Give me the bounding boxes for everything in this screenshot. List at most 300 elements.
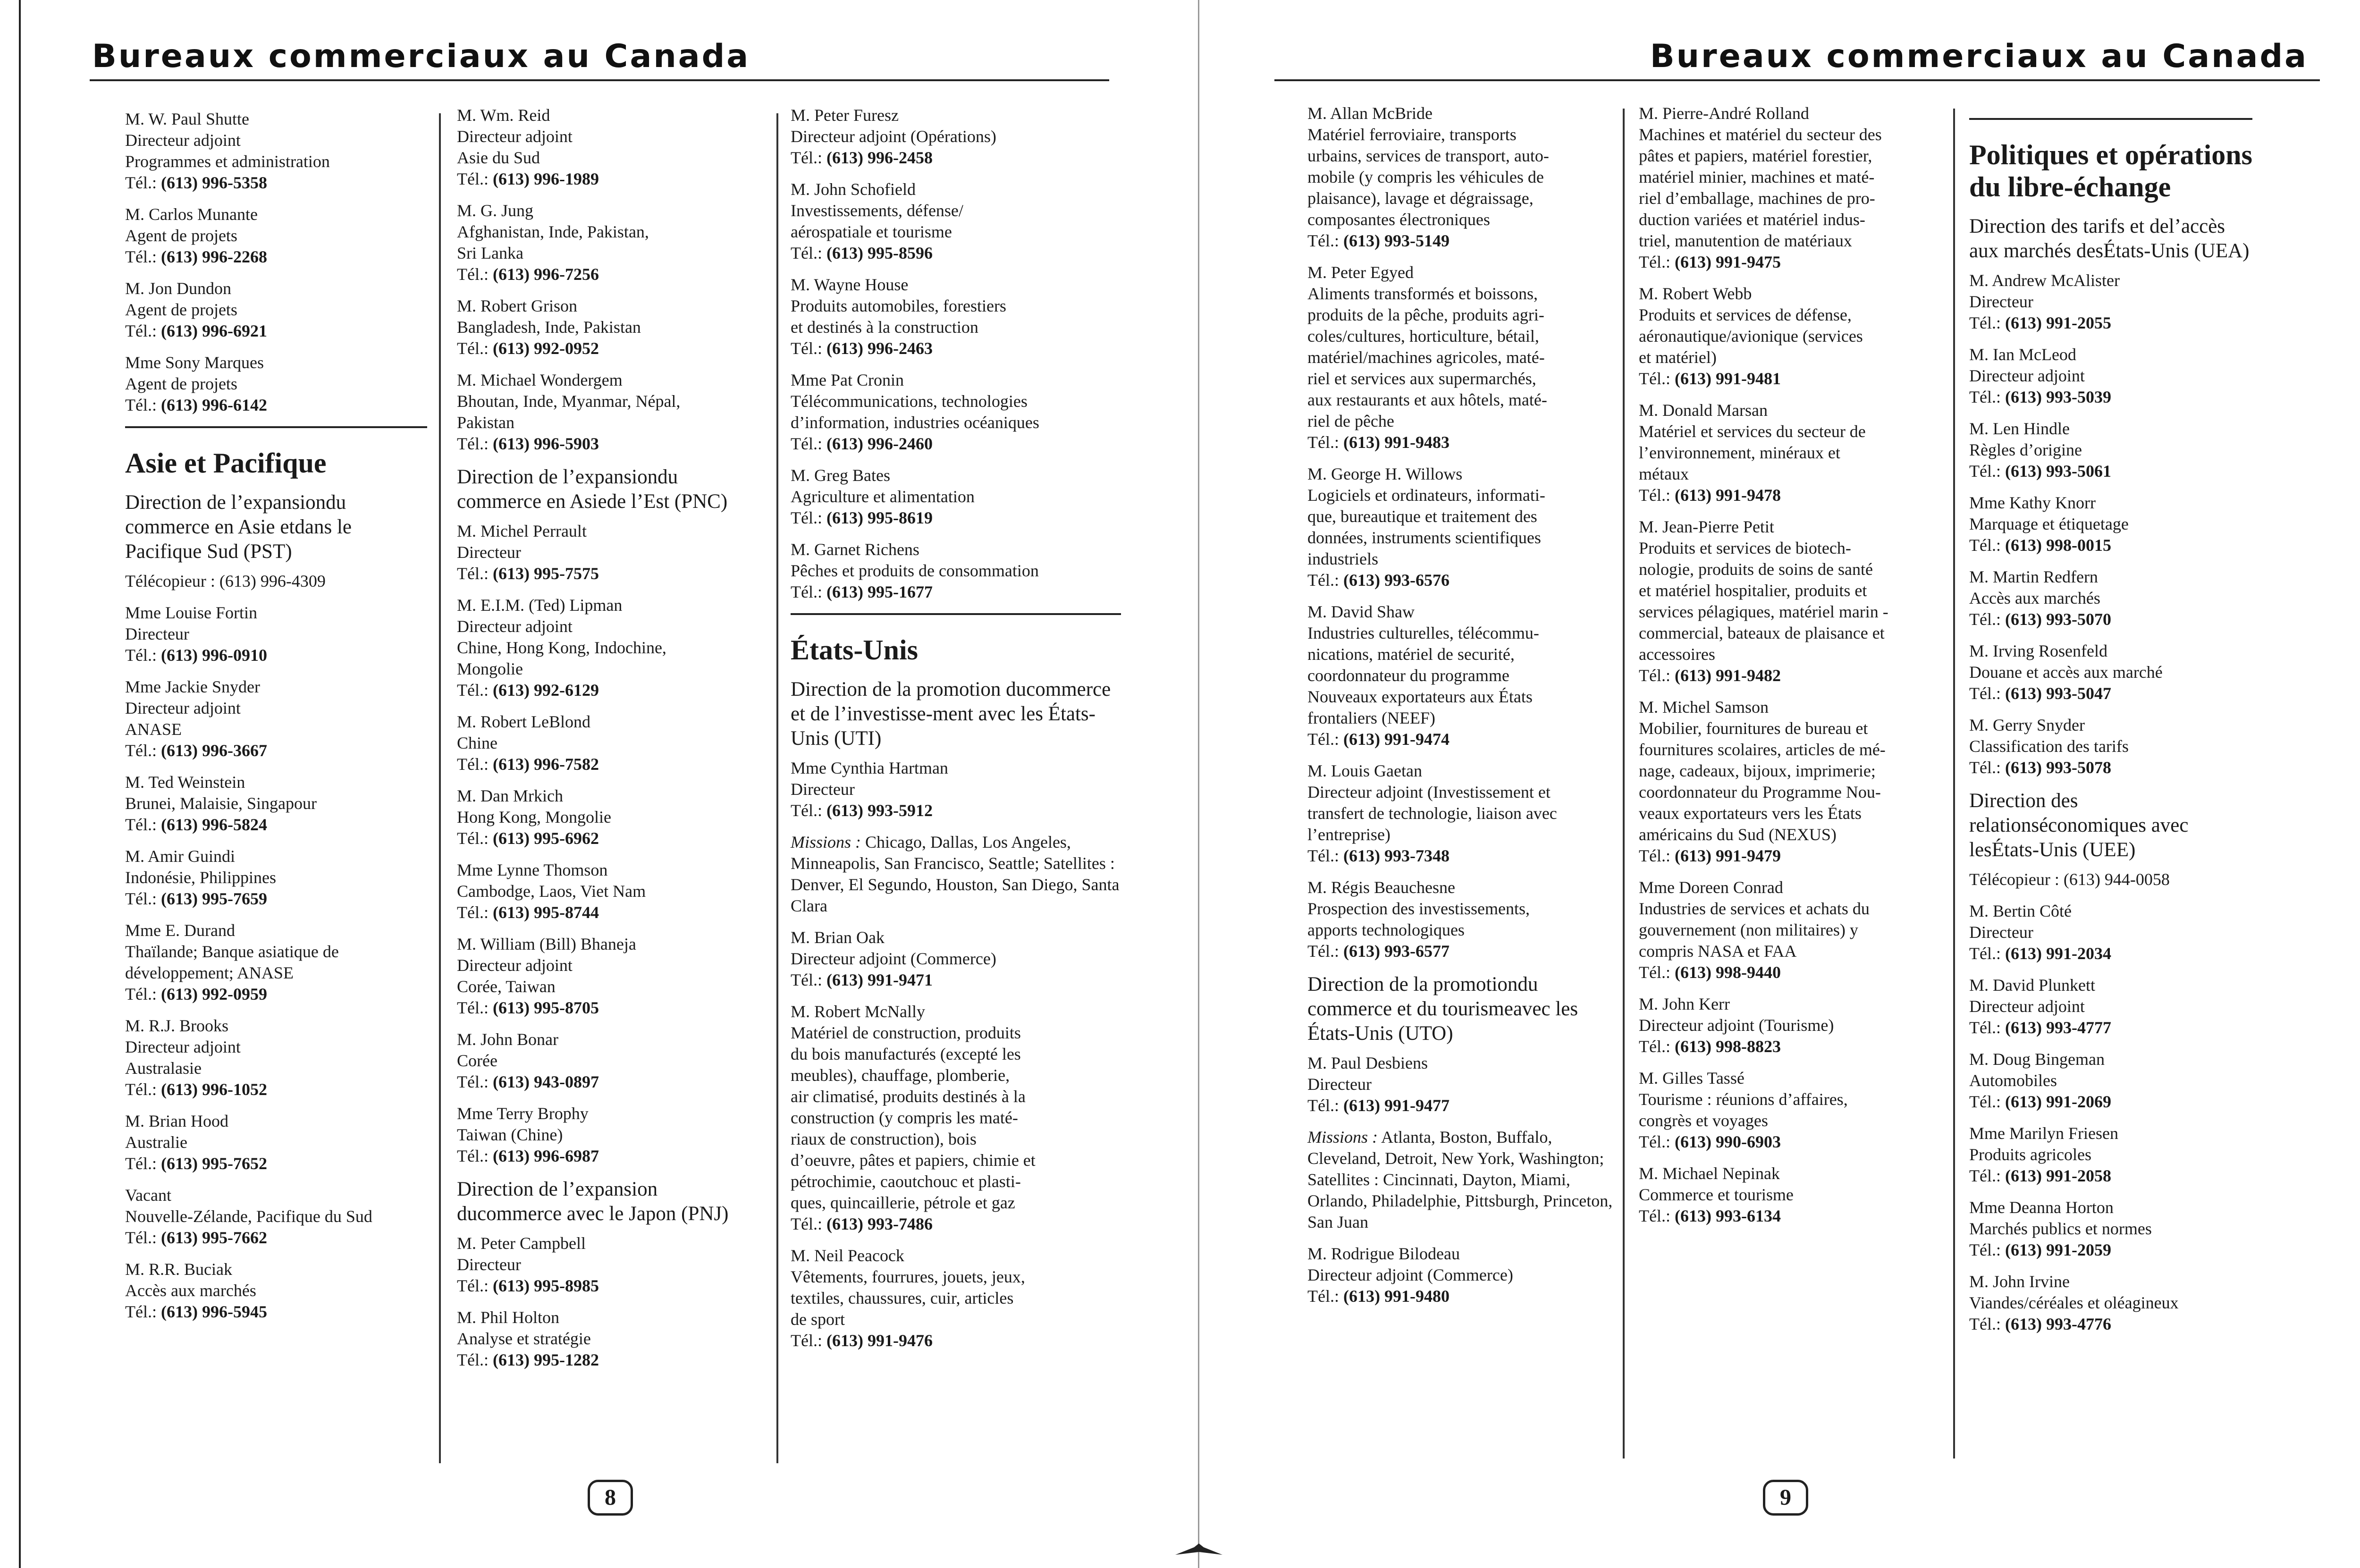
phone-line: [457, 433, 759, 455]
spacer: [157, 173, 161, 192]
contact-detail: Australasie: [125, 1059, 202, 1078]
column-right-2: [1639, 103, 1950, 1237]
contact-detail: matériel/machines agricoles, maté-: [1307, 348, 1545, 367]
contact-detail: Mongolie: [457, 659, 523, 678]
phone-label: Tél.:: [1639, 1132, 1670, 1151]
contact-name: M. Donald Marsan: [1639, 401, 1768, 420]
phone-line: [125, 172, 427, 194]
column-left-3: [791, 105, 1121, 1362]
contact-entry: [1307, 1243, 1619, 1307]
contact-detail: Machines et matériel du secteur des: [1639, 125, 1882, 144]
phone-number: (613) 996-2458: [826, 148, 933, 167]
contact-entry: [1307, 103, 1619, 252]
phone-number: (613) 998-0015: [2005, 536, 2111, 555]
spacer: [157, 985, 161, 1003]
phone-label: Tél.:: [125, 1228, 157, 1247]
phone-line: [125, 246, 427, 268]
contact-name: M. John Irvine: [1969, 1272, 2070, 1291]
contact-entry: [1639, 697, 1950, 867]
contact-entry: [791, 758, 1121, 821]
phone-number: (613) 995-6962: [492, 829, 599, 848]
center-fold-mark: [1175, 1543, 1222, 1557]
contact-entry: [1639, 516, 1950, 686]
phone-line: [1639, 665, 1950, 686]
contact-name: M. Greg Bates: [791, 466, 890, 485]
phone-line: [457, 1275, 759, 1297]
contact-detail: Corée: [457, 1051, 497, 1070]
page-number: 9: [1763, 1480, 1808, 1516]
contact-name: M. Michel Perrault: [457, 522, 587, 540]
contact-detail: textiles, chaussures, cuir, articles: [791, 1289, 1014, 1307]
contact-detail: de sport: [791, 1310, 845, 1329]
phone-number: (613) 995-8619: [826, 508, 933, 527]
spacer: [2001, 462, 2005, 481]
phone-line: [1969, 1165, 2252, 1187]
contact-detail: riel et services aux supermarchés,: [1307, 369, 1536, 388]
contact-detail: Australie: [125, 1133, 187, 1152]
phone-number: (613) 996-2460: [826, 434, 933, 453]
contact-detail: Aliments transformés et boissons,: [1307, 284, 1538, 303]
contact-detail: commercial, bateaux de plaisance et: [1639, 624, 1885, 642]
contact-entry: [457, 1103, 759, 1167]
phone-number: (613) 995-8596: [826, 244, 933, 262]
contact-detail: frontaliers (NEEF): [1307, 708, 1435, 727]
phone-line: [125, 1301, 427, 1323]
contact-detail: composantes électroniques: [1307, 210, 1490, 229]
contact-detail: Industries de services et achats du: [1639, 899, 1870, 918]
phone-number: (613) 993-5047: [2005, 684, 2111, 703]
division-heading-line: du commerce en Asie et: [125, 491, 346, 538]
phone-number: (613) 991-9483: [1343, 433, 1450, 452]
contact-entry: [1969, 1197, 2252, 1261]
contact-detail: et destinés à la construction: [791, 318, 978, 337]
contact-entry: [457, 860, 759, 923]
contact-name: M. Michael Nepinak: [1639, 1164, 1780, 1183]
contact-detail: données, instruments scientifiques: [1307, 528, 1541, 547]
phone-label: Tél.:: [125, 646, 157, 665]
contact-name: M. Peter Egyed: [1307, 263, 1414, 282]
contact-detail: Directeur adjoint (Commerce): [791, 949, 996, 968]
division-heading-line: commerce avec le Japon (PNJ): [477, 1203, 729, 1225]
phone-line: [791, 507, 1121, 529]
spacer: [157, 396, 161, 414]
contact-detail: Directeur adjoint: [1969, 997, 2085, 1016]
contact-detail: Cambodge, Laos, Viet Nam: [457, 882, 646, 901]
phone-number: (613) 996-1989: [492, 169, 599, 188]
contact-detail: Corée, Taiwan: [457, 977, 556, 996]
contact-name: M. G. Jung: [457, 201, 534, 220]
contact-detail: Directeur adjoint: [457, 617, 573, 636]
section-title: Politiques et opérations du libre-échange: [1969, 139, 2252, 202]
spacer: [1339, 846, 1343, 865]
column-right-3: [1969, 108, 2252, 1345]
phone-line: [1639, 962, 1950, 983]
spacer: [2001, 388, 2005, 406]
contact-detail: Directeur adjoint: [1969, 366, 2085, 385]
division-heading: [1969, 789, 2252, 862]
contact-detail: Afghanistan, Inde, Pakistan,: [457, 222, 649, 241]
phone-line: [125, 645, 427, 666]
phone-number: (613) 996-5945: [160, 1302, 267, 1321]
contact-entry: [457, 370, 759, 455]
phone-label: Tél.:: [457, 1072, 489, 1091]
contact-detail: duction variées et matériel indus-: [1639, 210, 1865, 229]
phone-number: (613) 995-7652: [160, 1154, 267, 1173]
division-heading-line: Direction des tarifs et de: [1969, 215, 2169, 237]
phone-number: (613) 992-6129: [492, 681, 599, 700]
missions-label: Missions :: [1307, 1128, 1378, 1146]
contact-name: M. Doug Bingeman: [1969, 1050, 2105, 1069]
contact-name: M. Pierre-André Rolland: [1639, 104, 1809, 123]
contact-entry: [1639, 400, 1950, 506]
phone-label: Tél.:: [457, 265, 489, 284]
phone-label: Tél.:: [1969, 1240, 2001, 1259]
contact-detail: aérospatiale et tourisme: [791, 222, 952, 241]
contact-name: M. Allan McBride: [1307, 104, 1433, 123]
fax-number: Télécopieur : (613) 944-0058: [1969, 870, 2170, 889]
spacer: [157, 1154, 161, 1173]
spacer: [1378, 1128, 1381, 1146]
phone-line: [791, 243, 1121, 264]
division-heading-line: États-Unis (UEA): [2103, 240, 2250, 262]
spacer: [1670, 963, 1675, 982]
spacer: [822, 339, 826, 358]
phone-label: Tél.:: [791, 339, 822, 358]
contact-detail: Produits et services de défense,: [1639, 305, 1852, 324]
contact-detail: Directeur adjoint: [125, 699, 241, 717]
contact-detail: riaux de construction), bois: [791, 1130, 977, 1148]
contact-name: Mme Jackie Snyder: [125, 677, 260, 696]
spacer: [489, 434, 493, 453]
spacer: [157, 741, 161, 760]
phone-number: (613) 991-9481: [1674, 369, 1781, 388]
center-fold: [1198, 0, 1199, 1568]
division-heading: [1969, 214, 2252, 263]
contact-name: M. Brian Oak: [791, 928, 885, 947]
spacer: [822, 244, 826, 262]
contact-name: Vacant: [125, 1186, 171, 1205]
spacer: [822, 148, 826, 167]
contact-entry: [1639, 103, 1950, 273]
phone-number: (613) 996-3667: [160, 741, 267, 760]
phone-line: [1307, 941, 1619, 962]
spacer: [489, 998, 493, 1017]
contact-name: M. William (Bill) Bhaneja: [457, 935, 636, 953]
contact-entry: [1307, 601, 1619, 750]
contact-detail: Pakistan: [457, 413, 514, 432]
contact-detail: Chine: [457, 733, 497, 752]
spacer: [489, 1276, 493, 1295]
phone-number: (613) 993-6576: [1343, 571, 1450, 590]
contact-detail: apports technologiques: [1307, 920, 1465, 939]
spacer: [822, 1331, 826, 1350]
spacer: [489, 339, 493, 358]
spacer: [1339, 730, 1343, 749]
contact-entry: [1969, 1123, 2252, 1187]
phone-line: [1969, 387, 2252, 408]
phone-number: (613) 993-5061: [2005, 462, 2111, 481]
phone-line: [791, 433, 1121, 455]
contact-detail: gouvernement (non militaires) y: [1639, 920, 1858, 939]
phone-number: (613) 996-5903: [492, 434, 599, 453]
contact-entry: [125, 920, 427, 1005]
phone-number: (613) 990-6903: [1674, 1132, 1781, 1151]
phone-line: [125, 814, 427, 835]
phone-line: [457, 264, 759, 285]
phone-number: (613) 991-2069: [2005, 1092, 2111, 1111]
contact-name: M. Brian Hood: [125, 1112, 228, 1130]
contact-detail: Matériel de construction, produits: [791, 1023, 1021, 1042]
contact-entry: [125, 676, 427, 761]
phone-line: [1969, 461, 2252, 482]
contact-name: Mme Deanna Horton: [1969, 1198, 2114, 1217]
phone-number: (613) 991-9475: [1674, 253, 1781, 271]
contact-entry: [125, 204, 427, 268]
contact-detail: Tourisme : réunions d’affaires,: [1639, 1090, 1848, 1109]
contact-entry: [1307, 262, 1619, 453]
phone-number: (613) 993-6134: [1674, 1206, 1781, 1225]
contact-detail: Produits agricoles: [1969, 1145, 2091, 1164]
missions-list: [1307, 1127, 1619, 1233]
division-heading-line: Direction de la promotion du: [791, 678, 1027, 700]
contact-name: M. Wm. Reid: [457, 106, 550, 125]
phone-label: Tél.:: [791, 1214, 822, 1233]
phone-number: (613) 995-7662: [160, 1228, 267, 1247]
phone-number: (613) 996-6142: [160, 396, 267, 414]
contact-detail: veaux exportateurs vers les États: [1639, 804, 1862, 823]
phone-label: Tél.:: [791, 801, 822, 820]
phone-line: [1639, 485, 1950, 506]
phone-number: (613) 991-9479: [1674, 846, 1781, 865]
phone-number: (613) 993-4777: [2005, 1018, 2111, 1037]
section-rule: [791, 613, 1121, 615]
contact-name: M. Robert Webb: [1639, 284, 1752, 303]
contact-name: M. Amir Guindi: [125, 847, 236, 866]
spacer: [1670, 666, 1675, 685]
phone-line: [1307, 729, 1619, 750]
contact-detail: Sri Lanka: [457, 244, 523, 262]
contact-entry: [457, 200, 759, 285]
spacer: [489, 1350, 493, 1369]
spacer: [157, 646, 161, 665]
division-heading-line: ment avec les États-Unis (UTI): [791, 703, 1096, 750]
spacer: [1670, 846, 1675, 865]
spacer: [2001, 684, 2005, 703]
phone-line: [1639, 1131, 1950, 1153]
contact-detail: Mobilier, fournitures de bureau et: [1639, 719, 1868, 738]
spacer: [157, 1228, 161, 1247]
column-left-1: [125, 109, 427, 1333]
spacer: [1670, 1206, 1675, 1225]
contact-detail: Pêches et produits de consommation: [791, 561, 1039, 580]
contact-detail: et matériel hospitalier, produits et: [1639, 581, 1867, 600]
section-title: Asie et Pacifique: [125, 447, 327, 479]
phone-label: Tél.:: [791, 1331, 822, 1350]
running-head: Bureaux commerciaux au Canada: [1650, 38, 2308, 75]
contact-detail: Nouveaux exportateurs aux États: [1307, 687, 1533, 706]
division-heading-line: Direction de la promotion: [1307, 973, 1518, 995]
phone-line: [1307, 1095, 1619, 1116]
phone-line: [457, 563, 759, 584]
phone-label: Tél.:: [125, 985, 157, 1003]
contact-detail: Industries culturelles, télécommu-: [1307, 624, 1539, 642]
phone-number: (613) 991-9482: [1674, 666, 1781, 685]
contact-entry: [1307, 1053, 1619, 1116]
phone-number: (613) 996-7256: [492, 265, 599, 284]
phone-line: [125, 740, 427, 761]
phone-label: Tél.:: [1969, 684, 2001, 703]
contact-entry: [1639, 994, 1950, 1057]
phone-number: (613) 995-8744: [492, 903, 599, 922]
phone-line: [457, 680, 759, 701]
division-heading-line: avec les États-Unis (UTO): [1307, 998, 1578, 1045]
phone-label: Tél.:: [457, 1350, 489, 1369]
contact-entry: [1969, 715, 2252, 778]
contact-name: M. W. Paul Shutte: [125, 110, 250, 128]
contact-detail: triel, manutention de matériaux: [1639, 231, 1852, 250]
contact-detail: nage, cadeaux, bijoux, imprimerie;: [1639, 761, 1876, 780]
contact-detail: Brunei, Malaisie, Singapour: [125, 794, 317, 813]
contact-detail: coordonnateur du Programme Nou-: [1639, 783, 1881, 801]
contact-detail: développement; ANASE: [125, 963, 294, 982]
contact-detail: accessoires: [1639, 645, 1715, 664]
contact-name: M. Robert Grison: [457, 296, 577, 315]
contact-name: M. Peter Furesz: [791, 106, 899, 125]
contact-detail: aux restaurants et aux hôtels, maté-: [1307, 390, 1547, 409]
phone-line: [791, 969, 1121, 991]
phone-line: [791, 1214, 1121, 1235]
contact-name: M. Michel Samson: [1639, 698, 1769, 717]
contact-name: M. Jean-Pierre Petit: [1639, 517, 1774, 536]
spacer: [489, 265, 493, 284]
contact-detail: Chine, Hong Kong, Indochine,: [457, 638, 666, 657]
phone-label: Tél.:: [1969, 1092, 2001, 1111]
contact-detail: Directeur: [457, 1255, 521, 1274]
phone-label: Tél.:: [1307, 1096, 1339, 1115]
contact-name: Mme Cynthia Hartman: [791, 759, 948, 777]
contact-entry: [457, 1307, 759, 1371]
column-divider: [439, 113, 441, 1463]
contact-detail: Matériel et services du secteur de: [1639, 422, 1866, 441]
contact-detail: Thaïlande; Banque asiatique de: [125, 942, 339, 961]
contact-detail: ques, quincaillerie, pétrole et gaz: [791, 1193, 1015, 1212]
contact-entry: [457, 785, 759, 849]
contact-detail: Directeur: [1307, 1075, 1372, 1094]
contact-entry: [791, 370, 1121, 455]
phone-line: [125, 395, 427, 416]
phone-label: Tél.:: [1969, 758, 2001, 777]
contact-entry: [1639, 877, 1950, 983]
header-rule: [90, 79, 1109, 81]
contact-detail: Asie du Sud: [457, 148, 540, 167]
division-heading-line: l’accès aux marchés des: [1969, 215, 2225, 262]
phone-line: [457, 338, 759, 359]
contact-detail: Commerce et tourisme: [1639, 1185, 1794, 1204]
contact-name: M. David Plunkett: [1969, 976, 2095, 995]
contact-name: M. Garnet Richens: [791, 540, 919, 559]
contact-detail: pétrochimie, caoutchouc et plasti-: [791, 1172, 1021, 1191]
contact-detail: riel d’emballage, machines de pro-: [1639, 189, 1875, 208]
contact-detail: ANASE: [125, 720, 182, 739]
phone-label: Tél.:: [1307, 1287, 1339, 1306]
spacer: [822, 970, 826, 989]
phone-label: Tél.:: [457, 169, 489, 188]
contact-detail: pâtes et papiers, matériel forestier,: [1639, 146, 1872, 165]
contact-detail: Directeur: [125, 624, 189, 643]
contact-entry: [1969, 418, 2252, 482]
spacer: [1670, 369, 1675, 388]
contact-entry: [125, 278, 427, 342]
spacer: [2001, 1240, 2005, 1259]
phone-line: [457, 754, 759, 775]
contact-detail: Marchés publics et normes: [1969, 1219, 2152, 1238]
phone-label: Tél.:: [1639, 253, 1670, 271]
division-heading-line: du commerce et du tourisme: [1307, 973, 1538, 1020]
section-rule: [1969, 118, 2252, 120]
contact-detail: Hong Kong, Mongolie: [457, 808, 611, 826]
contact-entry: [457, 711, 759, 775]
spacer: [1339, 231, 1343, 250]
spacer: [822, 508, 826, 527]
phone-label: Tél.:: [1639, 369, 1670, 388]
contact-entry: [1639, 1068, 1950, 1153]
contact-detail: Directeur adjoint: [457, 127, 573, 146]
contact-entry: [125, 772, 427, 835]
spacer: [1339, 571, 1343, 590]
spacer: [489, 169, 493, 188]
phone-line: [457, 1349, 759, 1371]
contact-detail: riel de pêche: [1307, 412, 1394, 430]
contact-name: M. Gilles Tassé: [1639, 1069, 1745, 1087]
contact-name: M. Bertin Côté: [1969, 902, 2072, 920]
division-heading-line: économiques avec les: [1969, 814, 2189, 861]
phone-line: [1639, 1206, 1950, 1227]
spacer: [157, 1080, 161, 1099]
column-right-1: [1307, 103, 1619, 1317]
phone-label: Tél.:: [1307, 942, 1339, 961]
spacer: [822, 1214, 826, 1233]
contact-entry: [125, 846, 427, 910]
contact-detail: Directeur adjoint (Investissement et: [1307, 783, 1551, 801]
contact-detail: Agent de projets: [125, 226, 237, 245]
phone-line: [791, 147, 1121, 169]
contact-detail: congrès et voyages: [1639, 1111, 1768, 1130]
contact-detail: Investissements, défense/: [791, 201, 963, 220]
contact-detail: Douane et accès aux marché: [1969, 663, 2163, 682]
binding-edge-left: [19, 0, 21, 1568]
contact-detail: coordonnateur du programme: [1307, 666, 1509, 685]
spacer: [822, 434, 826, 453]
contact-detail: compris NASA et FAA: [1639, 942, 1797, 961]
contact-name: M. Carlos Munante: [125, 205, 258, 224]
phone-line: [457, 902, 759, 923]
contact-entry: [791, 179, 1121, 264]
phone-label: Tél.:: [1969, 388, 2001, 406]
phone-label: Tél.:: [457, 681, 489, 700]
contact-detail: métaux: [1639, 464, 1689, 483]
contact-name: Mme Marilyn Friesen: [1969, 1124, 2118, 1143]
contact-name: M. E.I.M. (Ted) Lipman: [457, 596, 623, 615]
phone-number: (613) 991-9478: [1674, 486, 1781, 505]
phone-label: Tél.:: [1969, 1315, 2001, 1333]
phone-number: (613) 991-9474: [1343, 730, 1450, 749]
contact-name: M. John Schofield: [791, 180, 916, 199]
division-heading-line: dans le Pacifique Sud (PST): [125, 516, 352, 563]
contact-detail: Nouvelle-Zélande, Pacifique du Sud: [125, 1207, 372, 1226]
phone-number: (613) 998-8823: [1674, 1037, 1781, 1056]
contact-detail: Bhoutan, Inde, Myanmar, Népal,: [457, 392, 681, 411]
division-heading-line: commerce et de l’investisse-: [791, 678, 1111, 725]
